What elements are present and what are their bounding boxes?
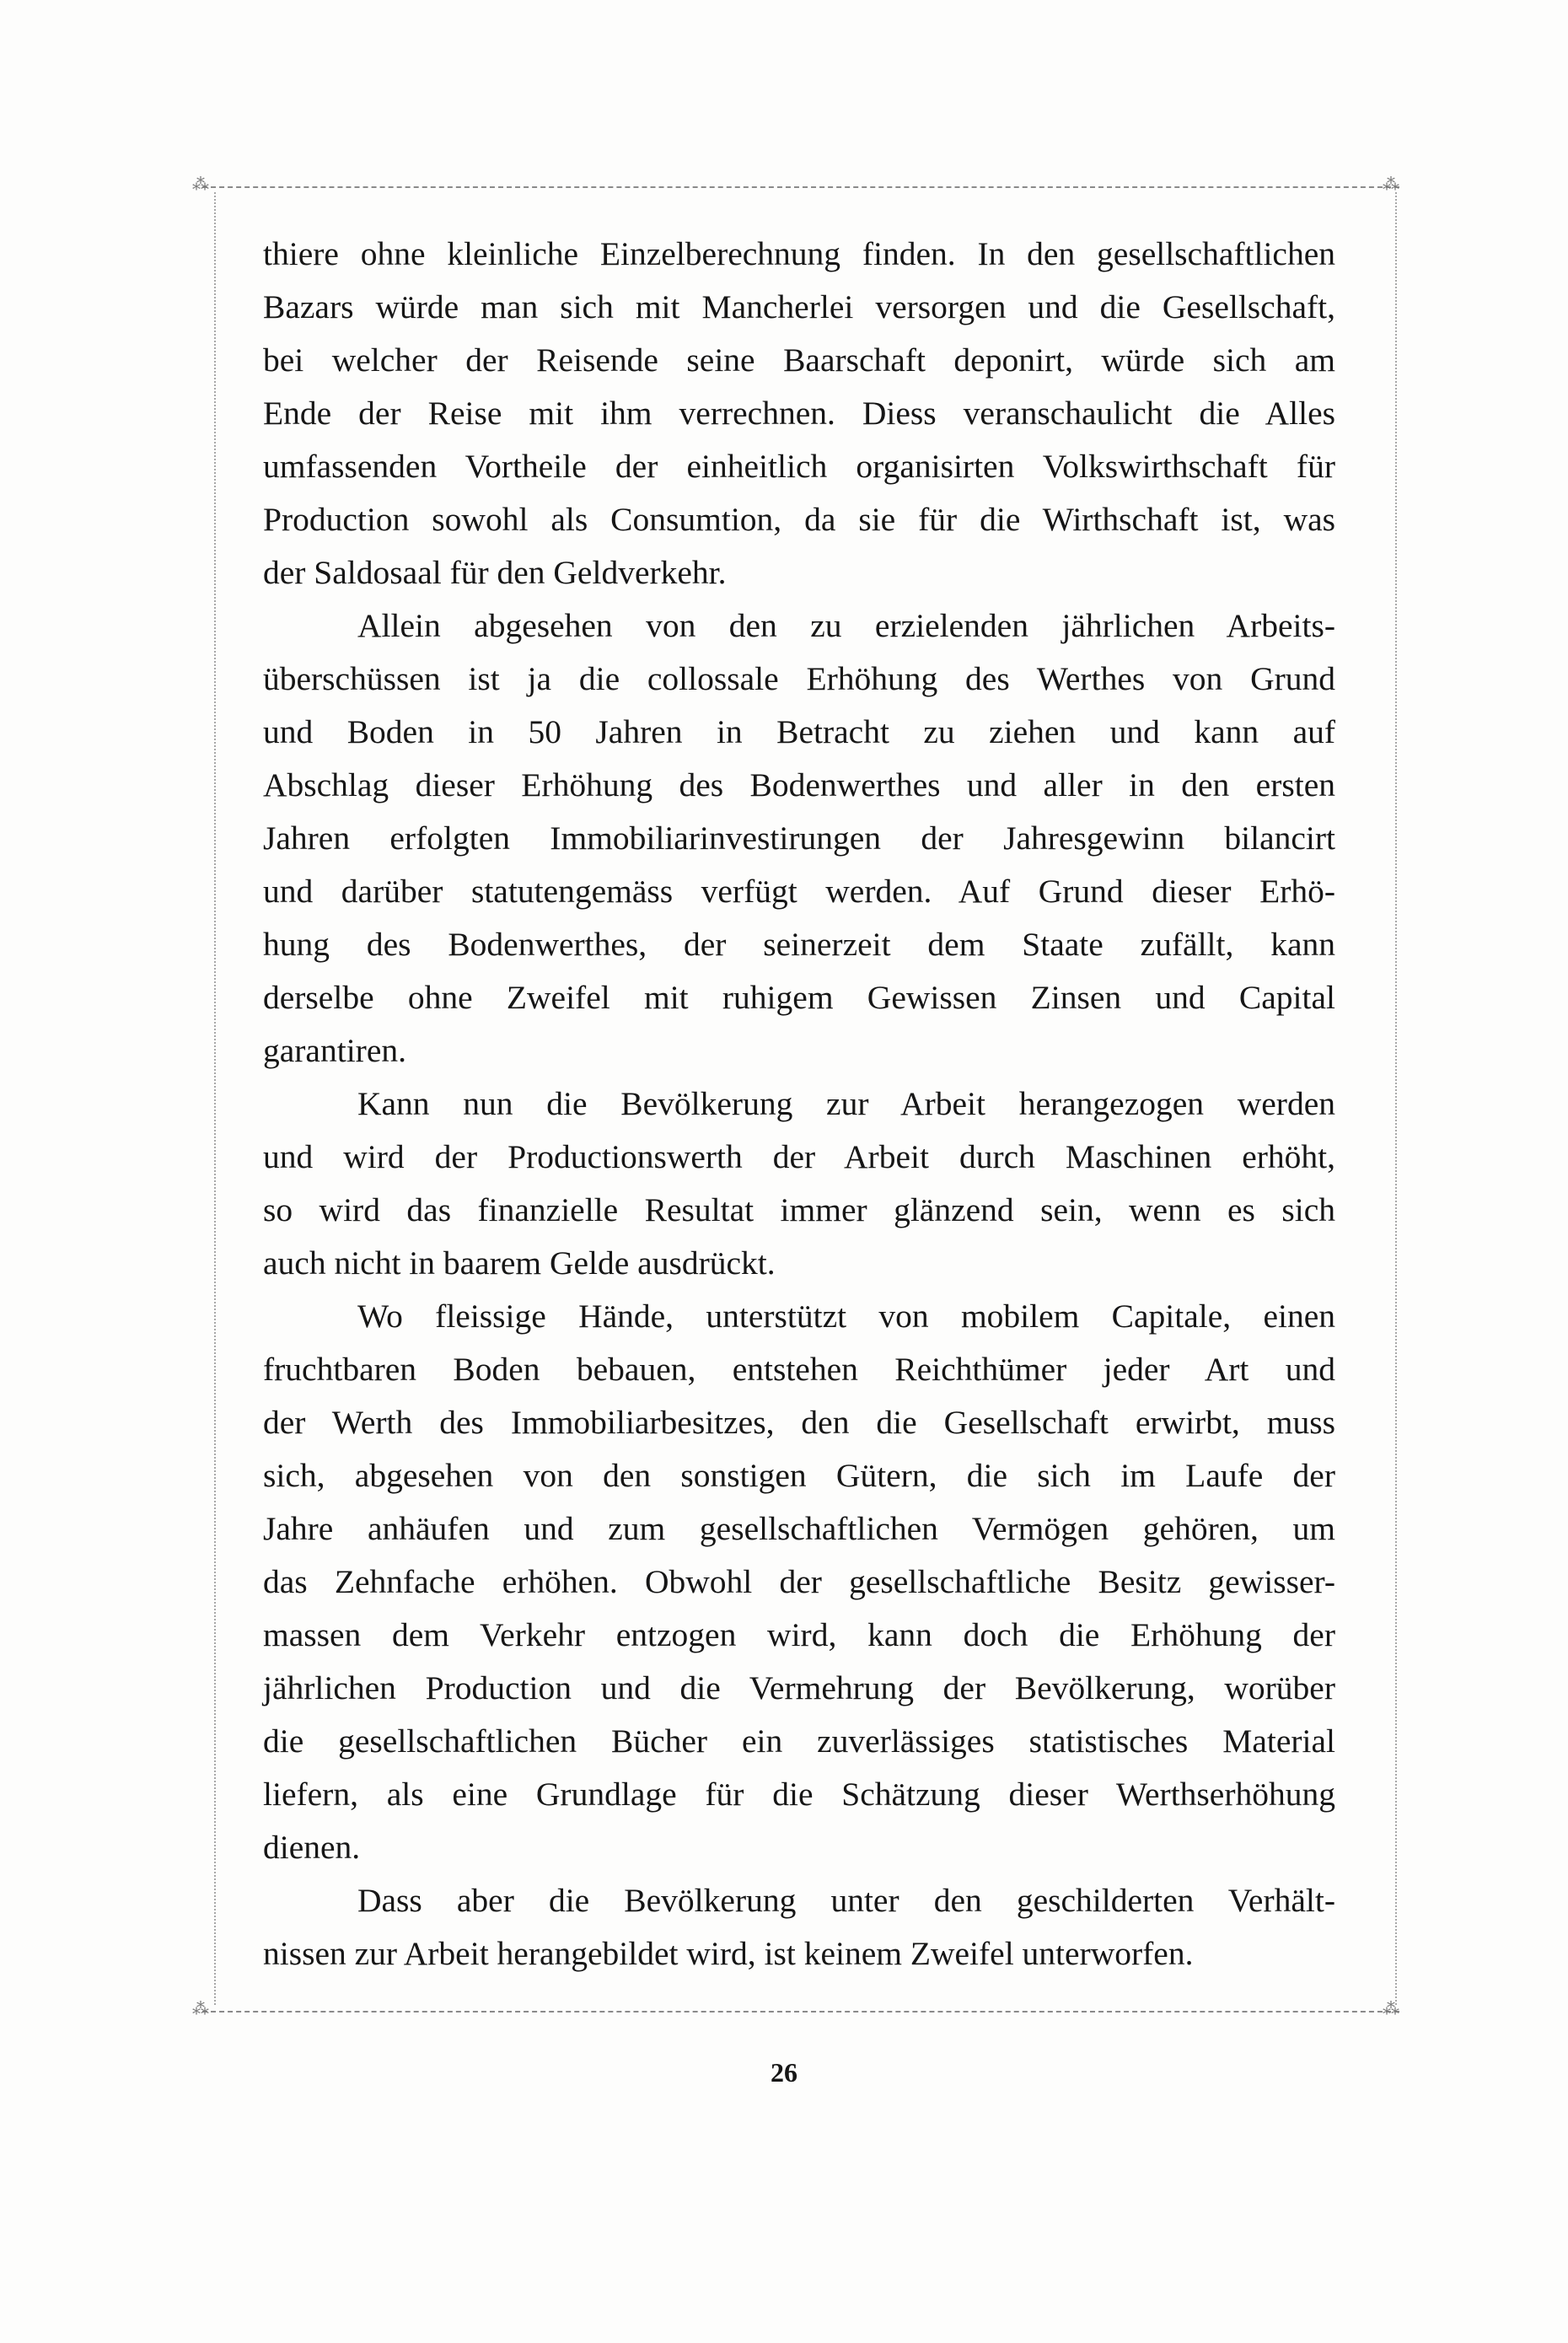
- text-line: das Zehnfache erhöhen. Obwohl der gesellschaftliche Besitz gewisser-: [263, 1563, 1335, 1600]
- corner-ornament-icon: ⁂: [1383, 174, 1399, 194]
- body-text: [263, 228, 1335, 1980]
- frame-top-rule: [202, 186, 1399, 188]
- text-line: Dass aber die Bevölkerung unter den geschilderten Verhält-: [357, 1882, 1335, 1919]
- text-line: und darüber statutengemäss verfügt werden. Auf Grund dieser Erhö-: [263, 873, 1335, 910]
- text-line: sich, abgesehen von den sonstigen Gütern, die sich im Laufe der: [263, 1457, 1335, 1494]
- text-line: massen dem Verkehr entzogen wird, kann doch die Erhöhung der: [263, 1616, 1335, 1653]
- text-line: Ende der Reise mit ihm verrechnen. Diess veranschaulicht die Alles: [263, 395, 1335, 432]
- text-line: thiere ohne kleinliche Einzelberechnung finden. In den gesellschaftlichen: [263, 235, 1335, 272]
- text-line: die gesellschaftlichen Bücher ein zuverlässiges statistisches Material: [263, 1722, 1335, 1760]
- text-line: umfassenden Vortheile der einheitlich organisirten Volkswirthschaft für: [263, 448, 1335, 485]
- text-line: Jahren erfolgten Immobiliarinvestirungen der Jahresgewinn bilancirt: [263, 820, 1335, 857]
- page-number: 26: [771, 2057, 797, 2088]
- text-line: auch nicht in baarem Gelde ausdrückt.: [263, 1244, 776, 1282]
- text-line: Production sowohl als Consumtion, da sie für die Wirthschaft ist, was: [263, 501, 1335, 538]
- frame-bottom-rule: [202, 2011, 1399, 2013]
- text-line: garantiren.: [263, 1032, 406, 1069]
- text-line: und Boden in 50 Jahren in Betracht zu ziehen und kann auf: [263, 713, 1335, 750]
- text-line: jährlichen Production und die Vermehrung der Bevölkerung, worüber: [263, 1669, 1335, 1706]
- frame-left-rule: [214, 192, 216, 2005]
- text-line: dienen.: [263, 1829, 361, 1866]
- text-line: liefern, als eine Grundlage für die Schätzung dieser Werthserhöhung: [263, 1776, 1335, 1813]
- text-line: so wird das finanzielle Resultat immer glänzend sein, wenn es sich: [263, 1191, 1335, 1228]
- text-line: Allein abgesehen von den zu erzielenden jährlichen Arbeits-: [357, 607, 1335, 644]
- frame-right-rule: [1395, 192, 1397, 2005]
- text-line: nissen zur Arbeit herangebildet wird, ist keinem Zweifel unterworfen.: [263, 1935, 1194, 1972]
- text-line: der Werth des Immobiliarbesitzes, den die Gesellschaft erwirbt, muss: [263, 1404, 1335, 1441]
- corner-ornament-icon: ⁂: [192, 1998, 209, 2018]
- text-line: Bazars würde man sich mit Mancherlei versorgen und die Gesellschaft,: [263, 288, 1335, 325]
- corner-ornament-icon: ⁂: [1383, 1998, 1399, 2018]
- text-line: derselbe ohne Zweifel mit ruhigem Gewissen Zinsen und Capital: [263, 979, 1335, 1016]
- text-line: Wo fleissige Hände, unterstützt von mobilem Capitale, einen: [357, 1298, 1335, 1335]
- text-line: überschüssen ist ja die collossale Erhöhung des Werthes von Grund: [263, 660, 1335, 697]
- text-line: Abschlag dieser Erhöhung des Bodenwerthes und aller in den ersten: [263, 766, 1335, 803]
- text-line: Jahre anhäufen und zum gesellschaftlichen Vermögen gehören, um: [263, 1510, 1335, 1547]
- text-line: Kann nun die Bevölkerung zur Arbeit herangezogen werden: [357, 1085, 1335, 1122]
- text-line: und wird der Productionswerth der Arbeit durch Maschinen erhöht,: [263, 1138, 1335, 1175]
- text-line: bei welcher der Reisende seine Baarschaft deponirt, würde sich am: [263, 341, 1335, 379]
- text-line: der Saldosaal für den Geldverkehr.: [263, 554, 727, 591]
- text-line: hung des Bodenwerthes, der seinerzeit dem Staate zufällt, kann: [263, 926, 1335, 963]
- text-line: fruchtbaren Boden bebauen, entstehen Reichthümer jeder Art und: [263, 1351, 1335, 1388]
- corner-ornament-icon: ⁂: [192, 174, 209, 194]
